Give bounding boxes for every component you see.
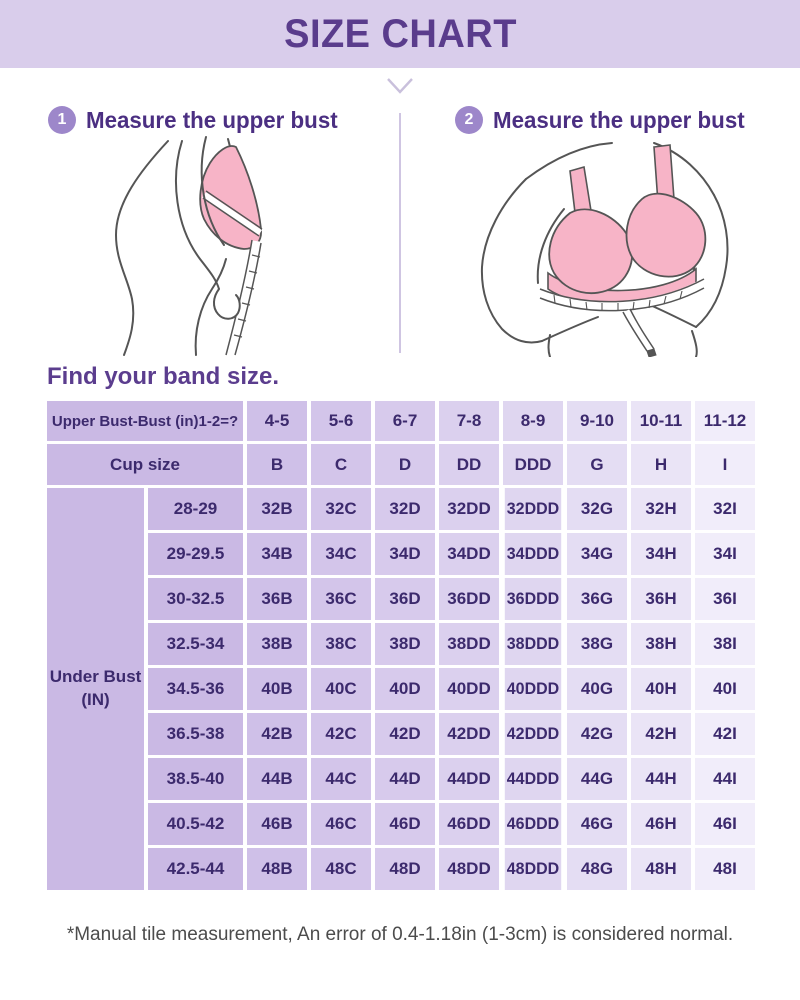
table-header-cup-size: Cup size <box>47 444 243 485</box>
step-2-header <box>400 105 800 135</box>
step-2-label: Measure the upper bust <box>493 106 745 133</box>
diff-col-header: 11-12 <box>695 401 755 441</box>
cup-col-header: D <box>375 444 435 485</box>
under-bust-label-line1: Under Bust <box>49 667 142 687</box>
step-2-badge: 2 <box>455 106 483 134</box>
size-cell: 36D <box>375 578 435 620</box>
diff-col-header: 7-8 <box>439 401 499 441</box>
measurement-footnote: *Manual tile measurement, An error of 0.4-1.18in (1-3cm) is considered normal. <box>66 924 734 945</box>
page-title: SIZE CHART <box>283 11 517 56</box>
size-cell: 38B <box>247 623 307 665</box>
size-cell: 46DDD <box>505 803 561 845</box>
step-1-badge: 1 <box>48 106 76 134</box>
size-cell: 48H <box>631 848 691 890</box>
size-cell: 34DDD <box>505 533 561 575</box>
size-cell: 38D <box>375 623 435 665</box>
size-cell: 48DDD <box>505 848 561 890</box>
size-cell: 32C <box>311 488 371 530</box>
size-cell: 32D <box>375 488 435 530</box>
size-cell: 32I <box>695 488 755 530</box>
size-cell: 32G <box>567 488 627 530</box>
size-cell: 46B <box>247 803 307 845</box>
band-range-cell: 30-32.5 <box>148 578 243 620</box>
size-cell: 46G <box>567 803 627 845</box>
size-cell: 42I <box>695 713 755 755</box>
size-cell: 42G <box>567 713 627 755</box>
size-cell: 48D <box>375 848 435 890</box>
size-cell: 40B <box>247 668 307 710</box>
band-range-cell: 34.5-36 <box>148 668 243 710</box>
diff-col-header: 10-11 <box>631 401 691 441</box>
size-cell: 36DDD <box>505 578 561 620</box>
cup-col-header: I <box>695 444 755 485</box>
size-cell: 40D <box>375 668 435 710</box>
size-cell: 32H <box>631 488 691 530</box>
size-cell: 38I <box>695 623 755 665</box>
size-cell: 34DD <box>439 533 499 575</box>
cup-col-header: B <box>247 444 307 485</box>
band-range-cell: 29-29.5 <box>148 533 243 575</box>
under-bust-label-line2: (IN) <box>81 690 110 709</box>
step-1 <box>0 105 400 357</box>
size-cell: 40DD <box>439 668 499 710</box>
size-cell: 44B <box>247 758 307 800</box>
size-cell: 32DDD <box>505 488 561 530</box>
step-1-label: Measure the upper bust <box>86 106 338 133</box>
size-cell: 34C <box>311 533 371 575</box>
size-cell: 34G <box>567 533 627 575</box>
diff-col-header: 9-10 <box>567 401 627 441</box>
under-bust-measurement-illustration <box>420 135 780 357</box>
upper-bust-measurement-illustration <box>0 135 360 357</box>
size-cell: 38DD <box>439 623 499 665</box>
chevron-down-icon <box>385 77 415 95</box>
size-cell: 42B <box>247 713 307 755</box>
size-cell: 44C <box>311 758 371 800</box>
size-cell: 40H <box>631 668 691 710</box>
size-cell: 36DD <box>439 578 499 620</box>
band-range-cell: 36.5-38 <box>148 713 243 755</box>
band-range-cell: 42.5-44 <box>148 848 243 890</box>
size-cell: 36G <box>567 578 627 620</box>
size-cell: 46H <box>631 803 691 845</box>
size-cell: 44DD <box>439 758 499 800</box>
size-cell: 36H <box>631 578 691 620</box>
size-cell: 32DD <box>439 488 499 530</box>
step-2 <box>400 105 800 357</box>
diff-col-header: 5-6 <box>311 401 371 441</box>
table-header-upper-bust-diff: Upper Bust-Bust (in)1-2=? <box>47 401 243 441</box>
band-range-cell: 38.5-40 <box>148 758 243 800</box>
size-cell: 32B <box>247 488 307 530</box>
size-cell: 34D <box>375 533 435 575</box>
size-cell: 36C <box>311 578 371 620</box>
size-cell: 38H <box>631 623 691 665</box>
size-cell: 38C <box>311 623 371 665</box>
diff-col-header: 6-7 <box>375 401 435 441</box>
title-bar <box>0 0 800 68</box>
size-cell: 34H <box>631 533 691 575</box>
cup-col-header: DD <box>439 444 499 485</box>
size-cell: 48G <box>567 848 627 890</box>
size-cell: 46DD <box>439 803 499 845</box>
size-cell: 46I <box>695 803 755 845</box>
band-range-cell: 28-29 <box>148 488 243 530</box>
size-table <box>47 401 755 890</box>
size-cell: 40I <box>695 668 755 710</box>
size-cell: 34I <box>695 533 755 575</box>
size-cell: 46C <box>311 803 371 845</box>
cup-col-header: G <box>567 444 627 485</box>
step-1-header <box>0 105 400 135</box>
cup-col-header: DDD <box>503 444 563 485</box>
band-range-cell: 40.5-42 <box>148 803 243 845</box>
cup-col-header: H <box>631 444 691 485</box>
size-cell: 42DD <box>439 713 499 755</box>
size-cell: 40C <box>311 668 371 710</box>
section-heading: Find your band size. <box>47 363 280 390</box>
size-cell: 36I <box>695 578 755 620</box>
size-cell: 38G <box>567 623 627 665</box>
size-cell: 40DDD <box>505 668 561 710</box>
size-cell: 44I <box>695 758 755 800</box>
size-cell: 42D <box>375 713 435 755</box>
size-cell: 42C <box>311 713 371 755</box>
size-cell: 36B <box>247 578 307 620</box>
size-cell: 34B <box>247 533 307 575</box>
size-cell: 44D <box>375 758 435 800</box>
diff-col-header: 4-5 <box>247 401 307 441</box>
size-cell: 48C <box>311 848 371 890</box>
size-cell: 42H <box>631 713 691 755</box>
size-cell: 48I <box>695 848 755 890</box>
size-cell: 48B <box>247 848 307 890</box>
size-cell: 44G <box>567 758 627 800</box>
cup-col-header: C <box>311 444 371 485</box>
diff-col-header: 8-9 <box>503 401 563 441</box>
size-cell: 38DDD <box>505 623 561 665</box>
measurement-steps <box>0 105 800 357</box>
size-cell: 48DD <box>439 848 499 890</box>
size-cell: 44DDD <box>505 758 561 800</box>
size-cell: 40G <box>567 668 627 710</box>
chevron-wrap <box>0 77 800 101</box>
size-cell: 44H <box>631 758 691 800</box>
under-bust-row-header <box>47 488 144 890</box>
band-range-cell: 32.5-34 <box>148 623 243 665</box>
size-cell: 46D <box>375 803 435 845</box>
size-cell: 42DDD <box>505 713 561 755</box>
